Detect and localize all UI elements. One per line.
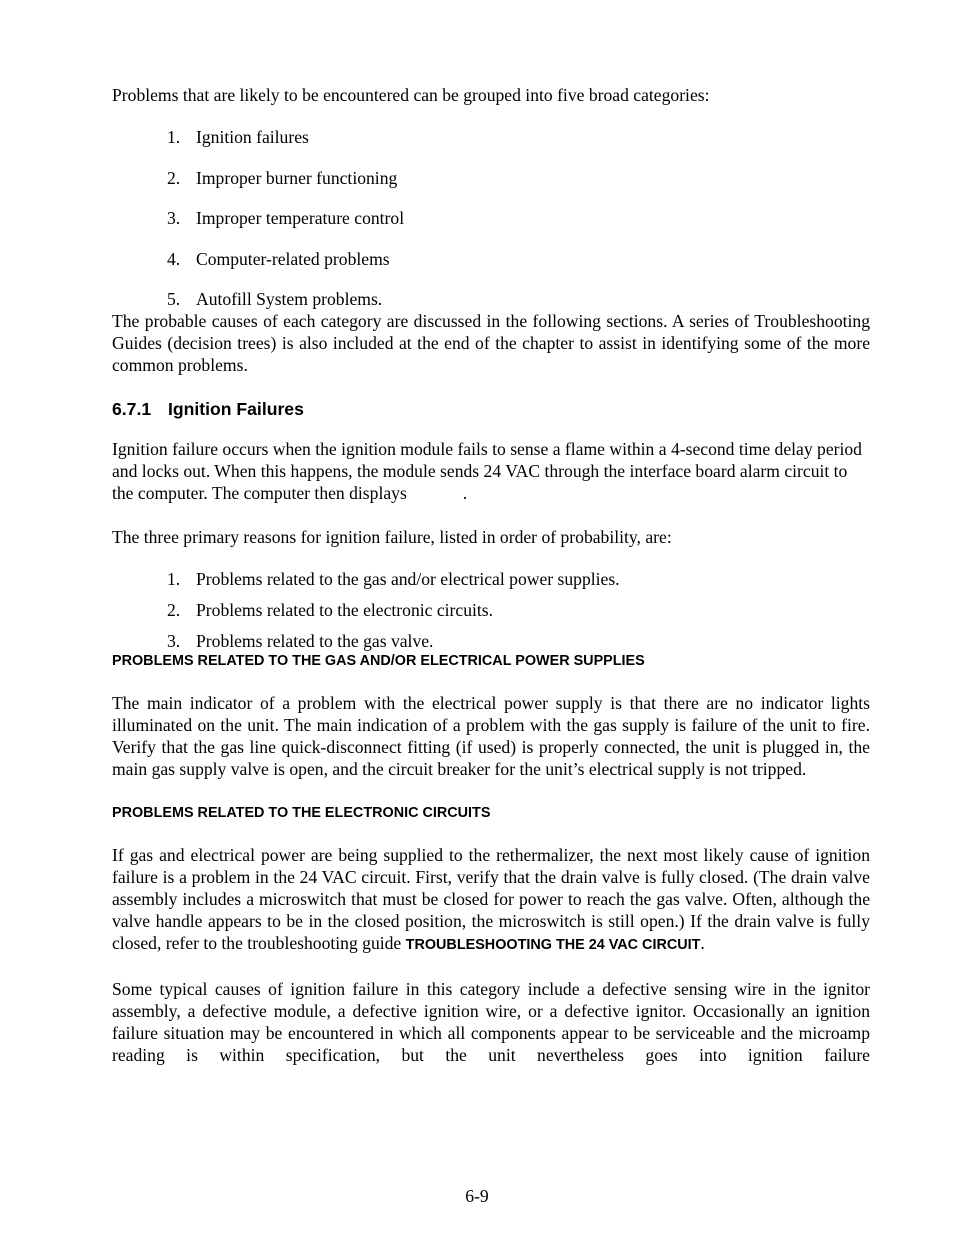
reasons-intro: The three primary reasons for ignition failure, listed in order of probability, are: (112, 527, 672, 548)
list-item: 5. Autofill System problems. (167, 289, 383, 310)
section-title: Ignition Failures (168, 399, 304, 420)
categories-list (112, 126, 870, 310)
list-item: 3. Problems related to the gas valve. (167, 631, 434, 652)
subheading-electronic-circuits: PROBLEMS RELATED TO THE ELECTRONIC CIRCUITS (112, 805, 491, 822)
document-page (112, 84, 870, 1066)
typical-causes-paragraph: Some typical causes of ignition failure in this category include a defective sensing wire in the ignitor assembly, a defective module, a defective ignition wire, or a defective ignitor. Occasionally an ignition failure situation may be encountered in which all components appear to be serviceable and the microamp reading is within specification, but the unit nevertheless goes into ignition failure (112, 979, 870, 1066)
ignition-paragraph: Ignition failure occurs when the ignition module fails to sense a flame within a 4-second time delay period and locks out. When this happens, the module sends 24 VAC through the interface board alarm circuit to the computer. The computer then displays . (112, 439, 862, 504)
intro-paragraph: Problems that are likely to be encountered can be grouped into five broad categories: (112, 85, 710, 105)
list-item: 1. Ignition failures (167, 127, 309, 147)
list-item: 3. Improper temperature control (167, 208, 405, 229)
section-heading (112, 398, 870, 420)
list-item: 4. Computer-related problems (167, 248, 390, 269)
list-item: 2. Problems related to the electronic circuits. (167, 600, 494, 621)
electronic-paragraph: If gas and electrical power are being supplied to the rethermalizer, the next most likely cause of ignition failure is a problem in the 24 VAC circuit. First, verify that the drain valve is fully closed. (The drain valve assembly includes a microswitch that must be closed for power to reach the gas valve. Often, although the valve handle appears to be in the closed position, the microswitch is still open.) If the drain valve is fully closed, refer to the troubleshooting guide TROUBLESHOOTING THE 24 VAC CIRCUIT. (112, 845, 870, 954)
list-item: 2. Improper burner functioning (167, 167, 398, 188)
reasons-list (112, 568, 870, 652)
causes-paragraph: The probable causes of each category are discussed in the following sections. A series of Troubleshooting Guides (decision trees) is also included at the end of the chapter to assist in identifying some of the more common problems. (112, 311, 870, 376)
page-number: 6-9 (465, 1186, 489, 1206)
list-item: 1. Problems related to the gas and/or electrical power supplies. (167, 569, 620, 590)
section-number: 6.7.1 (112, 399, 152, 420)
guide-reference: TROUBLESHOOTING THE 24 VAC CIRCUIT (405, 937, 701, 954)
subheading-power-supplies: PROBLEMS RELATED TO THE GAS AND/OR ELECTRICAL POWER SUPPLIES (112, 653, 645, 670)
power-paragraph: The main indicator of a problem with the electrical power supply is that there are no indicator lights illuminated on the unit. The main indication of a problem with the gas supply is failure of the unit to fire. Verify that the gas line quick-disconnect fitting (if used) is properly connected, the unit is plugged in, the main gas supply valve is open, and the circuit breaker for the unit’s electrical supply is not tripped. (112, 693, 870, 780)
